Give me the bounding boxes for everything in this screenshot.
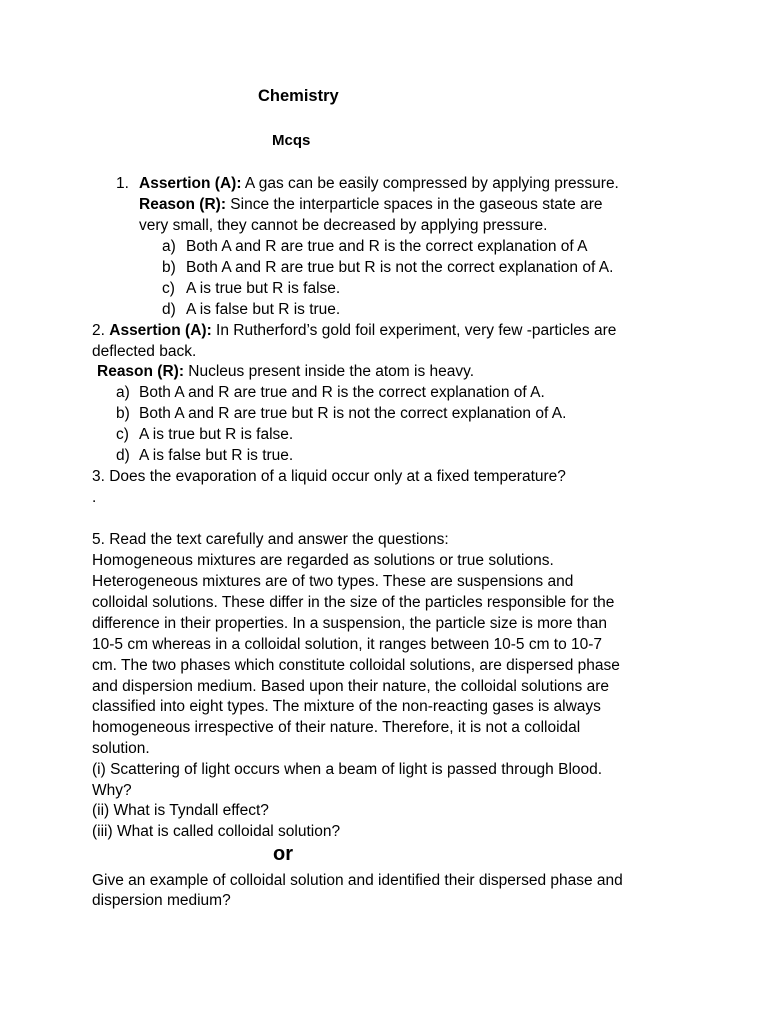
q2-reason-text: Nucleus present inside the atom is heavy.	[183, 363, 475, 380]
q1-option-d-text: A is false but R is true.	[186, 301, 341, 318]
q2-option-c-text: A is true but R is false.	[139, 426, 294, 443]
q1-option-c-text: A is true but R is false.	[186, 280, 341, 297]
q5-passage-line: and dispersion medium. Based upon their nature, the colloidal solutions are	[92, 678, 609, 695]
q5-passage-line: classified into eight types. The mixture of the non-reacting gases is always	[92, 698, 601, 715]
q2-option-a-text: Both A and R are true and R is the correct explanation of A.	[139, 384, 545, 401]
q1-reason	[139, 194, 603, 215]
q2-option-c-letter: c)	[116, 426, 129, 443]
q2-reason-label: Reason (R):	[97, 363, 184, 380]
page-subtitle: Mcqs	[272, 132, 311, 149]
page-title: Chemistry	[258, 87, 339, 105]
q1-reason-text-2: very small, they cannot be decreased by applying pressure.	[139, 217, 548, 234]
q5-subquestion: (i) Scattering of light occurs when a beam of light is passed through Blood.	[92, 761, 603, 778]
q1-option-b-letter: b)	[162, 259, 176, 276]
q5-passage-line: difference in their properties. In a suspension, the particle size is more than	[92, 615, 607, 632]
q2-number: 2.	[92, 322, 105, 339]
q5-intro: 5. Read the text carefully and answer the questions:	[92, 531, 449, 548]
q5-alt-question: dispersion medium?	[92, 892, 231, 909]
q5-subquestion: Why?	[92, 782, 132, 799]
q2-assertion-text-2: deflected back.	[92, 343, 197, 360]
q2-option-d-text: A is false but R is true.	[139, 447, 294, 464]
q5-passage-line: homogeneous irrespective of their nature. Therefore, it is not a colloidal	[92, 719, 581, 736]
q1-reason-text-1: Since the interparticle spaces in the gaseous state are	[225, 196, 603, 213]
q2-option-d-letter: d)	[116, 447, 130, 464]
q1-assertion	[139, 173, 619, 194]
q1-option-c-letter: c)	[162, 280, 175, 297]
q1-reason-label: Reason (R):	[139, 196, 226, 213]
q3-text: 3. Does the evaporation of a liquid occur only at a fixed temperature?	[92, 468, 566, 485]
q2-option-a-letter: a)	[116, 384, 130, 401]
q1-option-a-text: Both A and R are true and R is the correct explanation of A	[186, 238, 588, 255]
q1-option-a-letter: a)	[162, 238, 176, 255]
q5-subquestion: (ii) What is Tyndall effect?	[92, 802, 269, 819]
q5-subquestion: (iii) What is called colloidal solution?	[92, 823, 341, 840]
q5-alt-question: Give an example of colloidal solution and identified their dispersed phase and	[92, 872, 623, 889]
q5-passage-line: Homogeneous mixtures are regarded as solutions or true solutions.	[92, 552, 554, 569]
q1-number: 1.	[116, 175, 129, 192]
q5-passage-line: Heterogeneous mixtures are of two types. These are suspensions and	[92, 573, 574, 590]
q1-option-d-letter: d)	[162, 301, 176, 318]
q1-option-b-text: Both A and R are true but R is not the correct explanation of A.	[186, 259, 614, 276]
q2-option-b-letter: b)	[116, 405, 130, 422]
q5-passage-line: 10-5 cm whereas in a colloidal solution, it ranges between 10-5 cm to 10-7	[92, 636, 603, 653]
q2-assertion-label: Assertion (A):	[109, 322, 212, 339]
q2-option-b-text: Both A and R are true but R is not the correct explanation of A.	[139, 405, 567, 422]
q2-reason	[97, 361, 474, 382]
or-separator: or	[273, 843, 293, 865]
q5-passage-line: cm. The two phases which constitute colloidal solutions, are dispersed phase	[92, 657, 620, 674]
q3-dot: .	[92, 489, 97, 506]
q1-assertion-label: Assertion (A):	[139, 175, 242, 192]
q2-assertion	[92, 320, 616, 341]
q5-passage-line: colloidal solutions. These differ in the size of the particles responsible for the	[92, 594, 615, 611]
q1-assertion-text: A gas can be easily compressed by applying pressure.	[241, 175, 619, 192]
q2-assertion-text-1: In Rutherford’s gold foil experiment, very few -particles are	[211, 322, 617, 339]
q5-passage-line: solution.	[92, 740, 150, 757]
